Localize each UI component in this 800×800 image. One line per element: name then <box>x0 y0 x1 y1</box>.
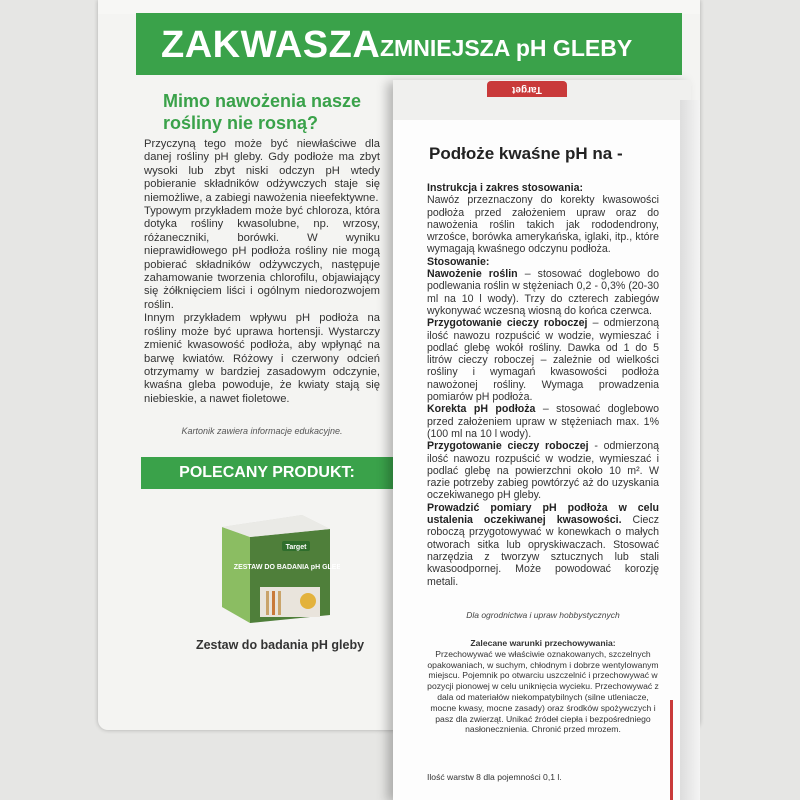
section-text: Ciecz roboczą przygotowywać w konewkach o małych otworach sitka lub opryskiwaczach. Stosować narzędzia z tworzyw sztucznych lub stali kwasoodpornej. Może powodować korozję metali. <box>427 514 660 588</box>
section-text: Nawóz przeznaczony do korekty kwasowości podłoża przed założeniem upraw oraz do nawożenia roślin takich jak rododendrony, wrzośce, borówka amerykańska, iglaki, itp., które wymagają kwaśnego odczynu podłoża. <box>427 194 659 256</box>
section-title: Korekta pH podłoża <box>427 403 536 416</box>
banner-main-text: ZAKWASZA <box>161 24 381 66</box>
green-headline-banner <box>136 13 682 75</box>
section-text: – stosować doglebowo do podlewania roślin w stężeniach 0,2 - 0,3% (20-30 ml na 10 l wody). Trzy do czterech zabiegów wykonywać wczesną wiosną do końca czerwca. <box>427 268 659 317</box>
section-text: – odmierzoną ilość nawozu rozpuścić w wodzie, wymieszać i podlać glebę wokół rośliny. Dawka od 1 do 5 litrów cieczy roboczej – zależnie od wielkości rośliny i wymagań kwasowości podłoża nawożonej rośliny. Wymaga prowadzenia pomiarów pH podłoża. <box>427 317 659 404</box>
instruction-section <box>427 256 659 268</box>
instruction-section <box>427 403 659 440</box>
section-title: Instrukcja i zakres stosowania: <box>427 182 584 194</box>
test-kit-caption: Zestaw do badania pH gleby <box>195 638 365 652</box>
info-body <box>144 138 380 406</box>
section-title: Przygotowanie cieczy roboczej <box>427 440 589 453</box>
kit-logo: Target <box>285 544 307 551</box>
section-title: Nawożenie roślin <box>427 268 518 281</box>
info-paragraph: Przyczyną tego może być niewłaściwe dla danej rośliny pH gleby. Gdy podłoże ma zbyt wysoki lub zbyt niski odczyn pH wtedy pobieranie składników odżywczych staje się niemożliwe, a zabiegi nawożenia nieefektywne. <box>144 138 380 204</box>
banner-sub-text: ZMNIEJSZA pH GLEBY <box>380 35 633 61</box>
instruction-section <box>427 317 659 403</box>
front-heading: Podłoże kwaśne pH na - <box>429 144 623 163</box>
instruction-section <box>427 502 659 588</box>
front-box-side-edge <box>680 100 700 800</box>
section-text: - odmierzoną ilość nawozu rozpuścić w wodzie, wymieszać i podlać glebę na powierzchni około 10 m². W razie potrzeby zabieg powtórzyć aż do uzyskania oczekiwanego pH gleby. <box>427 440 659 502</box>
layers-info: Ilość warstw 8 dla pojemności 0,1 l. <box>427 772 562 782</box>
back-panel-top-strip <box>98 0 700 14</box>
educational-note: Kartonik zawiera informacje edukacyjne. <box>181 426 343 436</box>
section-text: – stosować doglebowo przed założeniem upraw w stężeniach max. 1% (100 ml na 10 l wody). <box>427 403 659 440</box>
storage-text: Przechowywać we właściwie oznakowanych, szczelnych opakowaniach, w suchym, chłodnym i dobrze wentylowanym miejscu. Pojemnik po otwarciu uszczelnić i przechowywać w pozycji pionowej w celu uniknięcia wycieku. Przechowywać z dala od materiałów niekompatybilnych (silne utleniacze, mocne kwasy, mocne zasady) oraz środków spożywczych i pasz dla zwierząt. Unikać źródeł ciepła i bezpośredniego nasłonecznienia. Chronić przed mrozem. <box>427 648 659 735</box>
storage-title: Zalecane warunki przechowywania: <box>470 638 616 648</box>
recommended-product-banner: POLECANY PRODUKT: <box>141 457 393 489</box>
info-paragraph: Innym przykładem wpływu pH podłoża na rośliny może być uprawa hortensji. Wystarczy zmienić kwasowość podłoża, aby wpłynąć na barwę kwiatów. Różowy i czerwony odcień otrzymamy w bardziej zasadowym odczynie, kwaśna gleba powoduje, że kwiaty stają się niebieskie, a nawet fioletowe. <box>144 312 380 405</box>
red-edge-stripe <box>670 700 673 800</box>
section-title: Przygotowanie cieczy roboczej <box>427 317 588 330</box>
info-paragraph: Typowym przykładem może być chloroza, która dotyka rośliny kwasolubne, np. wrzosy, różaneczniki, borówki. W wyniku nieprawidłowego pH podłoża rośliny nie mogą pobierać składników odżywczych, następuje zahamowanie tworzenia chlorofilu, objawiający się żółknięciem liści i ogólnym niedorozwojem roślin. <box>144 205 380 311</box>
instruction-section <box>427 182 659 256</box>
instruction-section <box>427 440 659 501</box>
ph-test-kit-image <box>212 507 340 625</box>
storage-info <box>427 638 659 735</box>
hobby-use-subtitle: Dla ogrodnictwa i upraw hobbystycznych <box>466 610 620 620</box>
section-title: Stosowanie: <box>427 255 490 268</box>
info-heading: Mimo nawożenia nasze rośliny nie rosną? <box>163 91 362 133</box>
kit-box-text: ZESTAW DO BADANIA pH GLEBY <box>233 564 340 571</box>
brand-logo-tab: Target <box>487 81 567 97</box>
instruction-section <box>427 268 659 317</box>
instructions-text <box>427 182 659 588</box>
section-title: Prowadzić pomiary pH podłoża w celu ustalenia oczekiwanej kwasowości. <box>427 501 659 527</box>
